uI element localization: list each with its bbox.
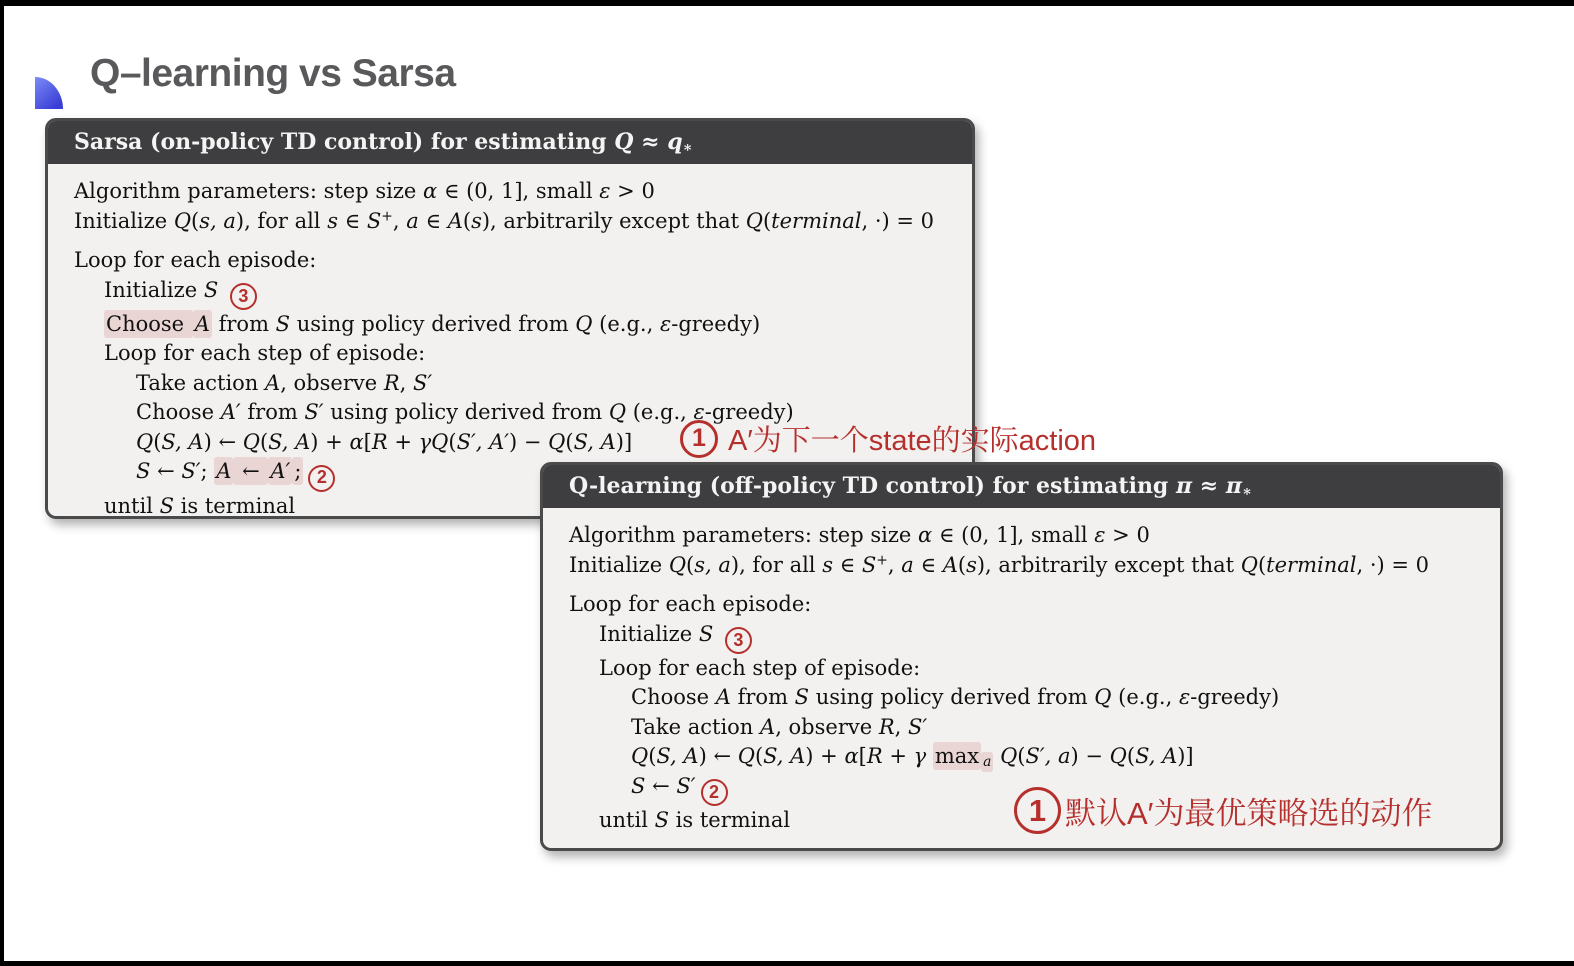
code-segment: (e.g., bbox=[592, 311, 660, 336]
annotation-qlearning-optimal-action bbox=[1014, 787, 1433, 834]
code-segment: s bbox=[327, 208, 338, 233]
code-segment: Initialize bbox=[104, 277, 204, 302]
code-segment: S′, A′ bbox=[456, 429, 510, 454]
code-segment: Q bbox=[608, 400, 627, 425]
code-line bbox=[569, 590, 1482, 620]
code-line bbox=[104, 276, 954, 310]
code-segment: S bbox=[631, 773, 646, 798]
code-segment: + bbox=[876, 551, 888, 568]
code-segment: Choose bbox=[631, 685, 716, 710]
code-segment: ) ← bbox=[203, 429, 243, 454]
code-segment: ( bbox=[1126, 744, 1136, 769]
code-segment: ), arbitrarily except that bbox=[481, 208, 746, 233]
code-segment: from bbox=[211, 311, 276, 336]
code-segment: S, A bbox=[573, 429, 616, 454]
circled-number: 3 bbox=[230, 283, 257, 310]
code-segment: γQ bbox=[418, 429, 449, 454]
code-segment: Initialize bbox=[74, 208, 174, 233]
circled-number-1-badge: 1 bbox=[680, 420, 718, 458]
code-segment: ∗ bbox=[1241, 483, 1252, 501]
sarsa-box-header bbox=[48, 121, 972, 164]
code-segment: γ bbox=[913, 744, 933, 769]
code-segment: Loop for each step of episode: bbox=[599, 655, 921, 680]
code-segment: ( bbox=[1017, 744, 1026, 769]
code-segment: [ bbox=[858, 744, 867, 769]
code-segment: S bbox=[698, 621, 714, 646]
code-segment: ∈ (0, 1], small bbox=[437, 179, 600, 203]
accent-quarter-circle-shape bbox=[35, 77, 63, 109]
code-line bbox=[74, 246, 954, 276]
code-segment: ( bbox=[1257, 552, 1267, 577]
code-segment: terminal bbox=[771, 208, 862, 233]
code-segment: R bbox=[878, 714, 895, 739]
circled-number: 3 bbox=[725, 627, 752, 654]
code-segment: Q bbox=[136, 429, 154, 454]
code-segment: ≈ bbox=[1192, 473, 1226, 499]
code-segment: Q bbox=[745, 208, 763, 233]
code-segment: using policy derived from bbox=[809, 685, 1095, 710]
code-segment: ∈ (0, 1], small bbox=[932, 523, 1095, 547]
code-segment: Q bbox=[1094, 685, 1112, 710]
code-segment: R bbox=[383, 370, 400, 395]
code-segment: ( bbox=[448, 429, 457, 454]
code-segment: S, A bbox=[1135, 744, 1178, 769]
code-segment: S′ bbox=[908, 714, 928, 739]
code-segment: , bbox=[399, 370, 414, 395]
code-segment: α bbox=[844, 744, 859, 769]
code-segment: S′ bbox=[413, 370, 433, 395]
code-segment bbox=[218, 278, 225, 302]
code-segment: , observe bbox=[775, 714, 879, 739]
code-line bbox=[631, 742, 1482, 772]
code-segment: ≈ bbox=[633, 129, 668, 155]
code-segment: Choose bbox=[136, 400, 221, 425]
slide-canvas bbox=[4, 6, 1574, 961]
annotation-sarsa-next-action bbox=[680, 418, 1096, 459]
code-segment: ), for all bbox=[235, 208, 328, 233]
code-segment: ε bbox=[1094, 523, 1106, 547]
code-line bbox=[74, 207, 954, 237]
code-segment: S′ bbox=[676, 773, 696, 798]
code-segment: , bbox=[392, 208, 407, 233]
code-segment: ( bbox=[191, 208, 200, 233]
code-segment: Q bbox=[173, 208, 192, 233]
code-segment: A′ bbox=[220, 400, 241, 425]
code-segment: Q bbox=[242, 429, 260, 454]
code-segment: ), for all bbox=[730, 552, 823, 577]
code-segment: ) ← bbox=[698, 744, 738, 769]
code-segment: A bbox=[942, 552, 958, 577]
code-segment: π bbox=[1175, 473, 1193, 499]
code-segment: -greedy) bbox=[671, 311, 761, 336]
code-segment: Loop for each episode: bbox=[74, 248, 317, 272]
code-segment: , ·) = 0 bbox=[861, 208, 934, 233]
code-segment: a bbox=[406, 208, 419, 233]
code-segment: Initialize bbox=[599, 621, 699, 646]
code-segment: α bbox=[349, 429, 364, 454]
code-segment: ( bbox=[957, 552, 967, 577]
code-segment: S bbox=[159, 493, 174, 518]
code-line bbox=[599, 654, 1482, 684]
circled-number: 2 bbox=[308, 465, 335, 492]
code-segment: Loop for each step of episode: bbox=[104, 341, 426, 366]
code-segment: , bbox=[894, 714, 909, 739]
code-segment: -greedy) bbox=[1190, 685, 1280, 710]
code-segment: using policy derived from bbox=[290, 311, 576, 336]
code-segment: Q bbox=[668, 552, 687, 577]
code-line bbox=[74, 177, 954, 207]
code-segment: ), arbitrarily except that bbox=[976, 552, 1241, 577]
code-segment: Q-learning (off-policy TD control) for estimating bbox=[569, 473, 1176, 499]
code-segment: s bbox=[471, 208, 482, 233]
code-segment: S, A bbox=[268, 429, 311, 454]
code-segment: ( bbox=[153, 429, 162, 454]
code-segment: A bbox=[265, 370, 281, 395]
code-segment: Algorithm parameters: step size bbox=[569, 523, 918, 547]
code-segment: a bbox=[983, 754, 992, 771]
code-segment: max bbox=[934, 744, 980, 769]
page-title: Q–learning vs Sarsa bbox=[90, 52, 456, 95]
code-segment: Algorithm parameters: step size bbox=[74, 179, 423, 203]
code-segment: α bbox=[918, 523, 933, 547]
code-segment: S bbox=[794, 685, 810, 710]
code-segment: S bbox=[203, 277, 219, 302]
code-segment: from bbox=[730, 685, 795, 710]
code-segment: ( bbox=[762, 208, 772, 233]
code-segment: Choose bbox=[106, 311, 191, 336]
code-segment: S′ bbox=[304, 400, 324, 425]
code-segment: S bbox=[366, 208, 382, 233]
code-segment: ε bbox=[693, 400, 705, 425]
code-segment: ( bbox=[648, 744, 657, 769]
code-segment: ( bbox=[686, 552, 695, 577]
code-segment: )] bbox=[615, 429, 633, 454]
annotation-text: 默认A′为最优策略选的动作 bbox=[1065, 796, 1433, 831]
code-segment: S, A bbox=[161, 429, 204, 454]
code-segment: S bbox=[861, 552, 877, 577]
code-segment: ( bbox=[259, 429, 269, 454]
code-segment: Q bbox=[548, 429, 566, 454]
code-line bbox=[599, 620, 1482, 654]
code-segment: ) − bbox=[509, 429, 549, 454]
code-segment: Q bbox=[737, 744, 755, 769]
code-segment: A bbox=[715, 685, 731, 710]
code-segment: ← bbox=[235, 459, 267, 484]
code-segment: A bbox=[194, 311, 210, 336]
code-segment: S, A bbox=[763, 744, 806, 769]
code-segment: s bbox=[822, 552, 833, 577]
code-segment: ) − bbox=[1070, 744, 1110, 769]
code-segment: R bbox=[371, 429, 388, 454]
code-line bbox=[631, 713, 1482, 743]
code-segment: ← bbox=[645, 773, 677, 798]
code-segment: + bbox=[381, 207, 393, 224]
code-segment: A bbox=[216, 459, 232, 484]
code-segment: Initialize bbox=[569, 552, 669, 577]
code-segment: q bbox=[667, 129, 683, 155]
code-line bbox=[631, 683, 1482, 713]
qlearning-box-header bbox=[543, 465, 1500, 508]
annotation-text: A′为下一个state的实际action bbox=[728, 425, 1097, 457]
circled-number: 2 bbox=[701, 779, 728, 806]
code-segment: , observe bbox=[280, 370, 384, 395]
code-segment: is terminal bbox=[669, 808, 791, 832]
code-segment: Take action bbox=[631, 714, 761, 739]
code-segment: ( bbox=[565, 429, 574, 454]
code-segment: Q bbox=[614, 129, 634, 155]
code-segment: a bbox=[901, 552, 914, 577]
code-segment: ∈ bbox=[337, 208, 367, 233]
code-line bbox=[104, 310, 954, 340]
code-segment: S bbox=[654, 808, 669, 832]
code-segment: S bbox=[136, 459, 151, 484]
code-segment: ( bbox=[462, 208, 472, 233]
code-segment: -greedy) bbox=[704, 400, 794, 425]
code-segment: ; bbox=[294, 459, 302, 484]
code-segment: [ bbox=[363, 429, 372, 454]
circled-number-1-badge: 1 bbox=[1014, 787, 1061, 834]
code-line bbox=[104, 339, 954, 369]
code-segment: , bbox=[887, 552, 902, 577]
code-segment: Take action bbox=[136, 370, 266, 395]
code-segment: until bbox=[599, 808, 655, 832]
code-segment: R bbox=[866, 744, 883, 769]
code-segment: S, A bbox=[656, 744, 699, 769]
code-segment: ∈ bbox=[418, 208, 448, 233]
code-line bbox=[569, 521, 1482, 551]
code-segment: ) + bbox=[310, 429, 350, 454]
code-segment: ∗ bbox=[682, 139, 693, 157]
code-segment: S′ bbox=[181, 459, 201, 484]
code-segment: S bbox=[275, 311, 291, 336]
code-segment: A bbox=[447, 208, 463, 233]
code-segment: ← bbox=[150, 459, 182, 484]
code-segment: Q bbox=[575, 311, 593, 336]
code-segment: > 0 bbox=[1105, 523, 1150, 547]
code-segment: )] bbox=[1177, 744, 1194, 769]
code-line bbox=[569, 551, 1482, 581]
code-segment: is terminal bbox=[174, 493, 296, 518]
code-segment: from bbox=[240, 400, 305, 425]
code-segment: S′, a bbox=[1025, 744, 1071, 769]
code-segment: s, a bbox=[199, 208, 236, 233]
code-segment: , ·) = 0 bbox=[1356, 552, 1429, 577]
code-segment: A bbox=[760, 714, 776, 739]
code-segment: ( bbox=[754, 744, 764, 769]
code-segment: Q bbox=[1109, 744, 1127, 769]
code-segment: Q bbox=[631, 744, 649, 769]
code-segment: + bbox=[387, 429, 419, 454]
code-segment: > 0 bbox=[610, 179, 655, 203]
code-segment: ∈ bbox=[913, 552, 943, 577]
code-segment: Loop for each episode: bbox=[569, 592, 812, 616]
code-line bbox=[136, 369, 954, 399]
code-segment: ; bbox=[200, 459, 215, 484]
code-segment: π bbox=[1225, 473, 1242, 499]
code-segment: (e.g., bbox=[1111, 685, 1179, 710]
code-segment: ε bbox=[1178, 685, 1191, 710]
code-segment: + bbox=[882, 744, 914, 769]
code-segment: ∈ bbox=[832, 552, 862, 577]
code-segment: ε bbox=[659, 311, 672, 336]
code-segment: α bbox=[423, 179, 438, 203]
code-segment: ε bbox=[599, 179, 611, 203]
code-segment: Sarsa (on-policy TD control) for estimating bbox=[74, 129, 615, 155]
code-segment: Q bbox=[1000, 744, 1018, 769]
code-segment: using policy derived from bbox=[323, 400, 609, 425]
code-segment: s, a bbox=[694, 552, 731, 577]
code-segment bbox=[713, 622, 720, 646]
code-segment: terminal bbox=[1266, 552, 1357, 577]
code-segment: (e.g., bbox=[626, 400, 694, 425]
code-segment: ) + bbox=[805, 744, 845, 769]
code-segment: Q bbox=[1240, 552, 1258, 577]
code-segment: until bbox=[104, 493, 160, 518]
code-segment: A′ bbox=[270, 459, 291, 484]
code-segment: s bbox=[966, 552, 977, 577]
